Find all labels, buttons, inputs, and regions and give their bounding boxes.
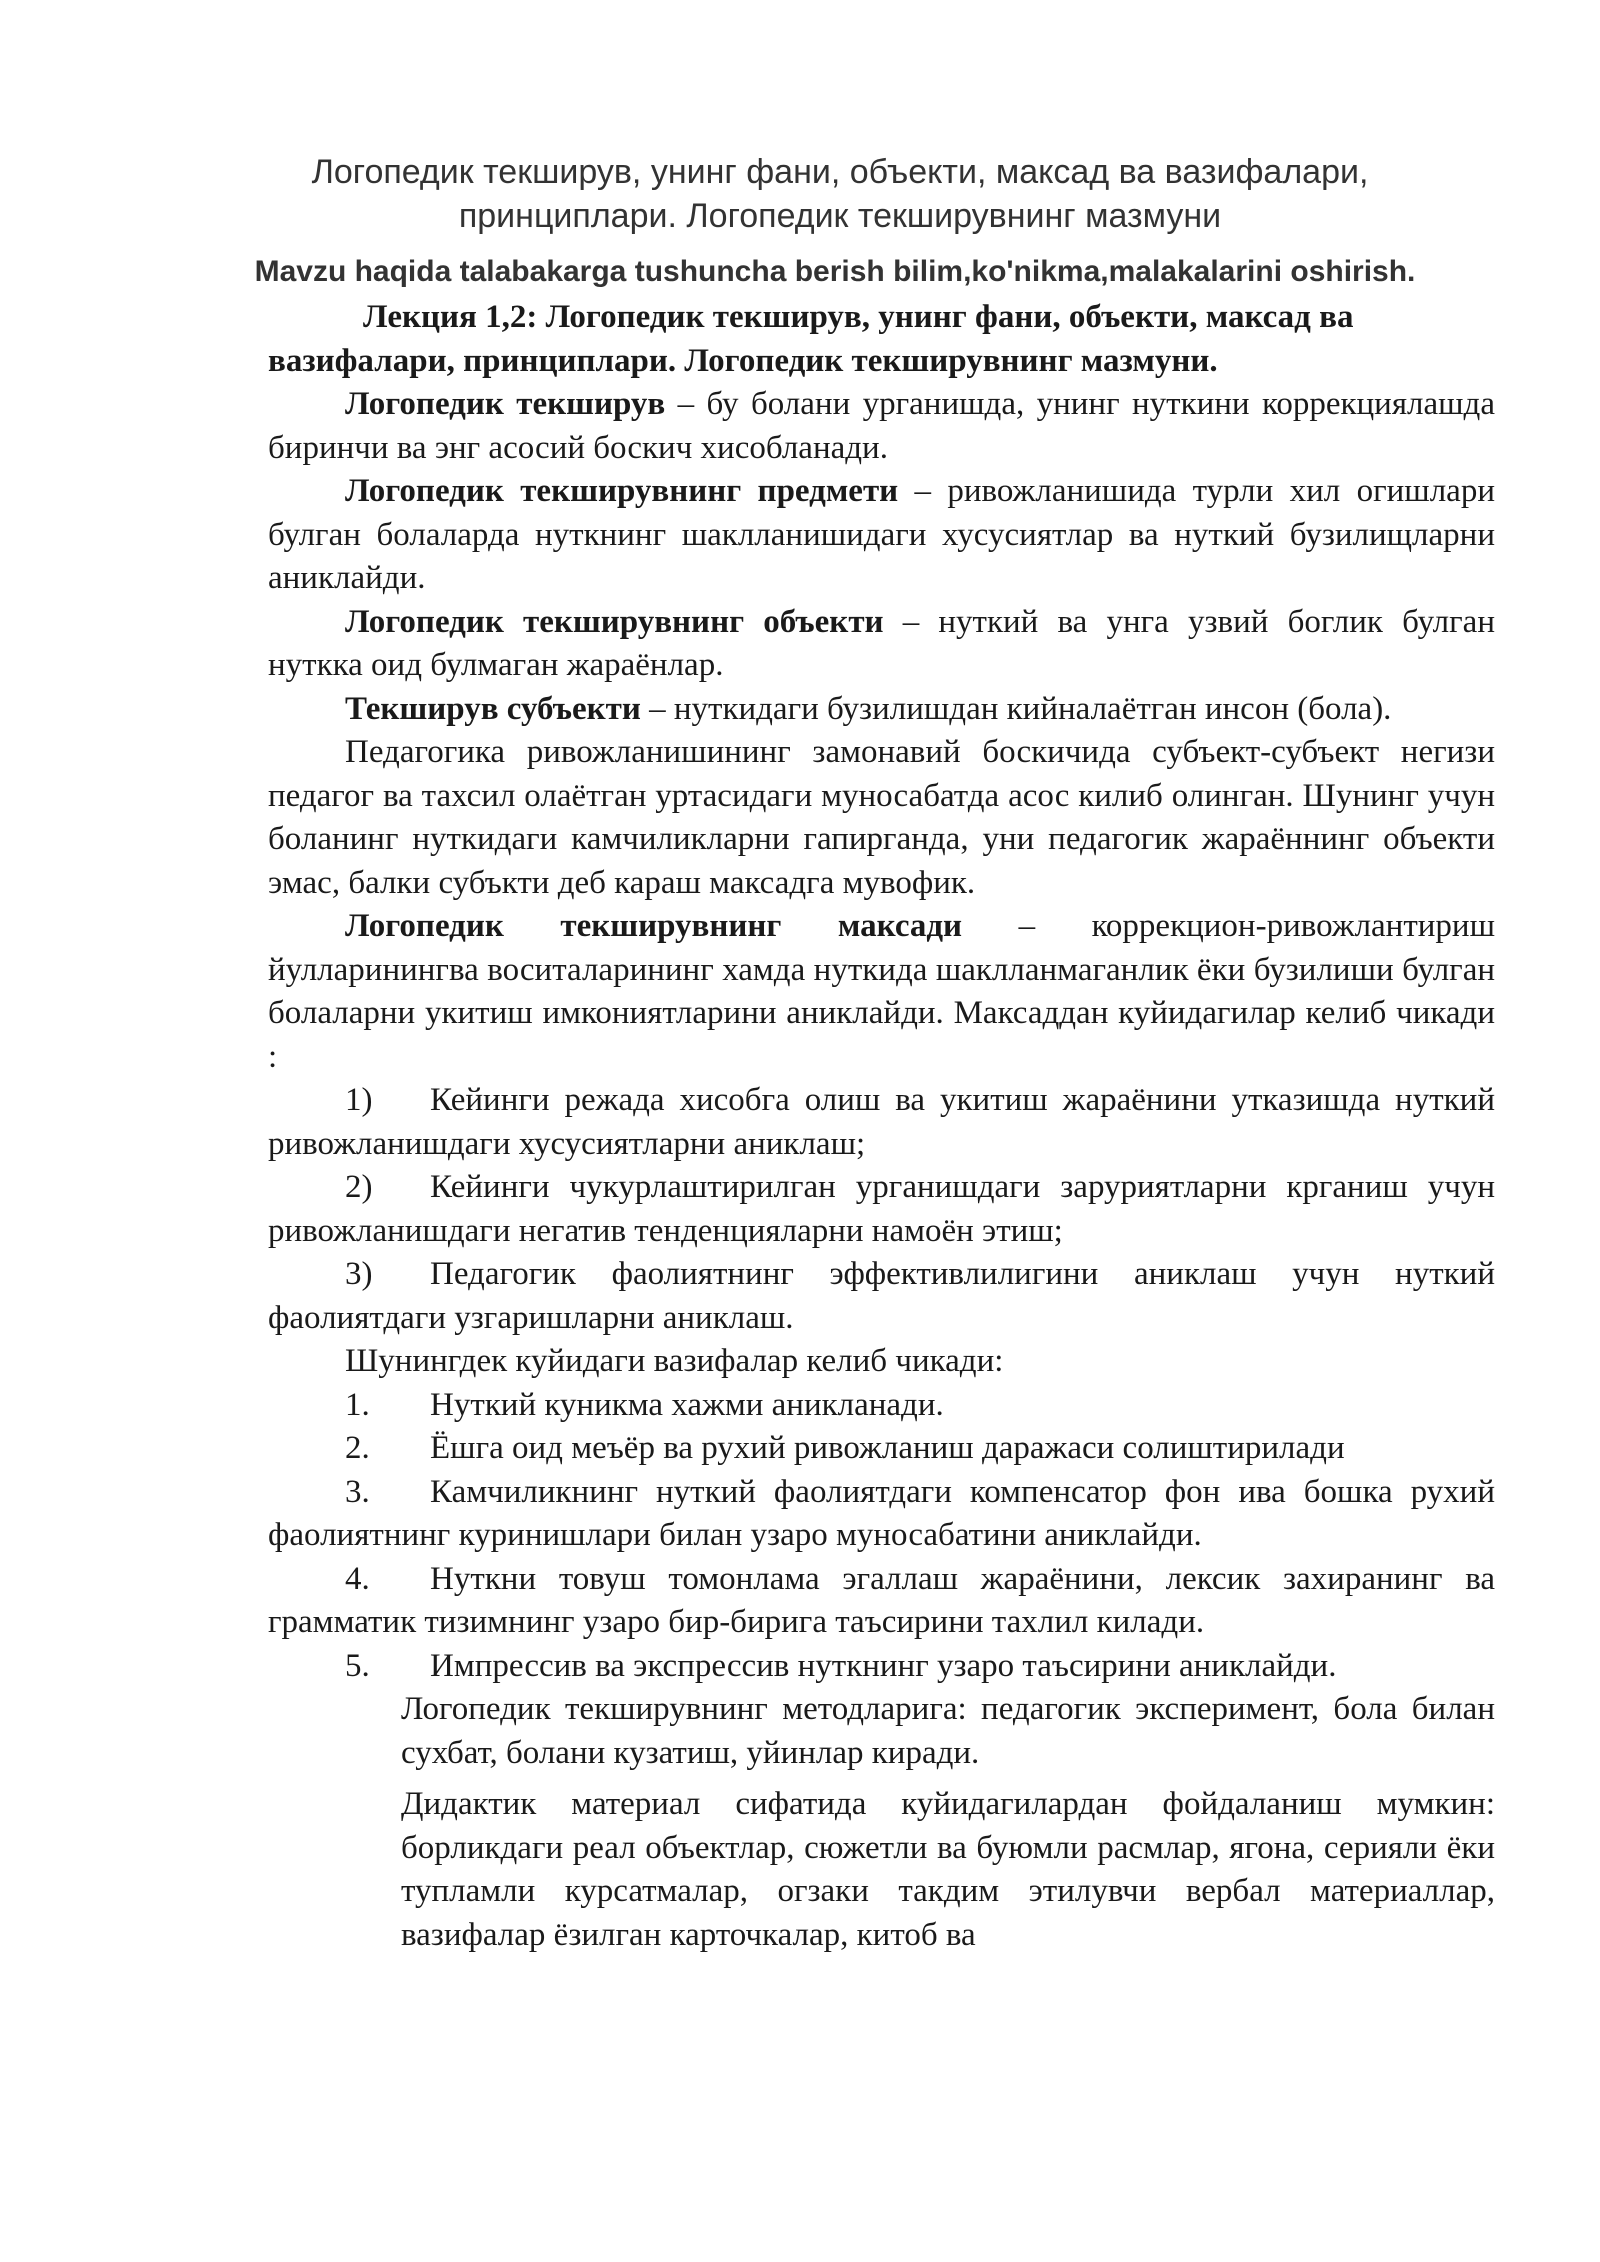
definition-term: Логопедик текширувнинг объекти <box>345 603 884 640</box>
list-text: Камчиликнинг нуткий фаолиятдаги компенсатор фон ива бошка рухий фаолиятнинг куринишлари билан узаро муносабатини аниклайди. <box>268 1473 1495 1553</box>
document-body <box>268 296 1495 1957</box>
list-text: Кейинги чукурлаштирилган урганишдаги заруриятларни крганиш учун ривожланишдаги негатив тенденцияларни намоён этиш; <box>268 1169 1495 1249</box>
goal-list-item <box>268 1079 1495 1166</box>
task-list-item <box>268 1471 1495 1558</box>
definition-paragraph <box>268 470 1495 601</box>
title-line-1: Логопедик текширув, унинг фани, объекти, максад ва вазифалари, <box>311 153 1369 191</box>
definition-term: Логопедик текширувнинг предмети <box>345 473 899 509</box>
definition-text: – нуткий ва унга узвий боглик булган нуткка оид булмаган жараёнлар. <box>268 603 1495 683</box>
task-list-item <box>268 1645 1495 1689</box>
definition-paragraph <box>268 688 1495 732</box>
document-title <box>240 150 1440 238</box>
goal-list-item <box>268 1166 1495 1253</box>
list-number: 3) <box>345 1256 373 1292</box>
methods-paragraph: Логопедик текширувнинг методларига: педагогик эксперимент, бола билан сухбат, болани кузатиш, уйинлар киради. <box>401 1691 1495 1771</box>
list-number: 2. <box>345 1430 370 1466</box>
goal-text: – коррекцион-ривожлантириш йулларинингва воситаларининг хамда нуткида шаклланмаганлик ёки бузилиши булган болаларни укитиш имкониятларини аниклайди. <box>268 908 1495 1031</box>
goal-paragraph <box>268 905 1495 1079</box>
definition-paragraph <box>268 383 1495 470</box>
goal-term: Логопедик текширувнинг максади <box>345 908 963 944</box>
list-number: 2) <box>345 1169 373 1205</box>
definition-paragraph <box>268 601 1495 688</box>
task-list-item <box>268 1427 1495 1471</box>
materials-paragraph: Дидактик материал сифатида куйидагилардан фойдаланиш мумкин: борликдаги реал объектлар, сюжетли ва буюмли расмлар, ягона, серияли ёки тупламли курсатмалар, огзаки такдим этилувчи вербал материаллар, вазифалар ёзилган карточкалар, китоб ва <box>401 1786 1495 1953</box>
definition-term: Текширув субъекти <box>345 690 641 727</box>
list-number: 3. <box>345 1473 370 1510</box>
list-text: Педагогик фаолиятнинг эффективлилигини аниклаш учун нуткий фаолиятдаги узгаришларни аниклаш. <box>268 1256 1495 1336</box>
list-text: Ёшга оид меъёр ва рухий ривожланиш даражаси солиштирилади <box>430 1430 1345 1466</box>
definition-text: – ривожланишида турли хил огишлари булган болаларда нуткнинг шаклланишидаги хусусиятлар ва нуткий бузилищларни аниклайди. <box>268 473 1495 596</box>
list-text: Импрессив ва экспрессив нуткнинг узаро таъсирини аниклайди. <box>430 1647 1337 1684</box>
title-line-2: принциплари. Логопедик текширувнинг мазмуни <box>458 197 1222 235</box>
pedagogy-paragraph: Педагогика ривожланишининг замонавий боскичида субъект-субъект негизи педагог ва тахсил олаётган уртасидаги муносабатда асос килиб олинган. Шунинг учун боланинг нуткидаги камчиликларни гапирганда, уни педагогик жараённинг объекти эмас, балки субъкти деб караш максадга мувофик. <box>268 734 1495 901</box>
list-number: 1) <box>345 1082 373 1118</box>
list-text: Нуткни товуш томонлама эгаллаш жараёнини, лексик захиранинг ва грамматик тизимнинг узаро бир-бирига таъсирини тахлил килади. <box>268 1560 1495 1640</box>
goal-tail: Максаддан куйидагилар келиб чикади : <box>268 995 1495 1075</box>
task-list-item <box>268 1558 1495 1645</box>
list-number: 4. <box>345 1560 370 1597</box>
definition-text: – нуткидаги бузилишдан кийналаётган инсон (бола). <box>640 690 1392 727</box>
list-text: Кейинги режада хисобга олиш ва укитиш жараёнини утказишда нуткий ривожланишдаги хусусиятларни аниклаш; <box>268 1082 1495 1162</box>
document-subtitle: Mavzu haqida talabakarga tushuncha berish bilim,ko'nikma,malakalarini oshirish. <box>254 255 1416 288</box>
definition-text: – бу болани урганишда, унинг нуткини коррекциялашда биринчи ва энг асосий боскич хисобланади. <box>268 386 1495 466</box>
definition-term: Логопедик текширув <box>345 386 666 422</box>
task-list-item <box>268 1384 1495 1428</box>
list-text: Нуткий куникма хажми аникланади. <box>430 1386 944 1423</box>
list-number: 5. <box>345 1647 370 1684</box>
goal-list-item <box>268 1253 1495 1340</box>
tasks-intro: Шунингдек куйидаги вазифалар келиб чикади: <box>345 1343 1004 1379</box>
list-number: 1. <box>345 1386 370 1423</box>
lecture-heading: Лекция 1,2: Логопедик текширув, унинг фани, объекти, максад ва вазифалари, принциплари. Логопедик текширувнинг мазмуни. <box>268 299 1354 379</box>
